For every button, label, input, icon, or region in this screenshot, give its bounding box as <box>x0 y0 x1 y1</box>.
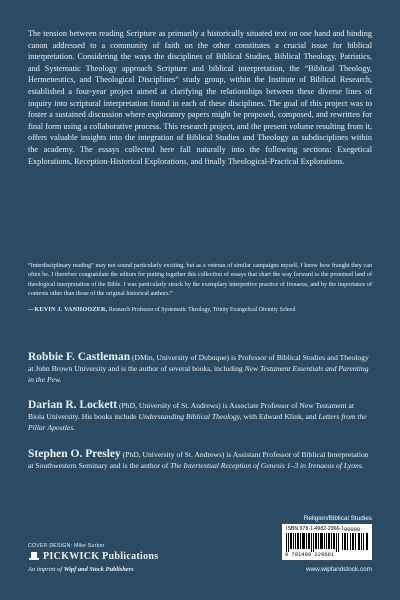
author-bio-text: is Associate Professor of New Testament at Biola University. His books include <box>28 401 354 421</box>
author-book-title: New Testament Essentials and Parenting in the Pew. <box>28 363 369 384</box>
barcode-addon-bars-icon <box>342 533 368 550</box>
endorser-title: Research Professor of Systematic Theology, Trinity Evangelical Divinity School <box>108 307 296 313</box>
author-bio <box>28 449 372 472</box>
isbn-barcode <box>282 524 372 560</box>
author-bio-text: is Assistant Professor of Biblical Interpretation at Southwestern Seminary and is the author of <box>28 450 369 470</box>
author-book-title: The Intertextual Reception of Genesis 1–3 in Irenaeus of Lyons. <box>170 460 364 470</box>
author-bio <box>28 352 372 385</box>
endorser-name: —KEVIN J. VANHOOZER, <box>28 306 108 313</box>
barcode-digits: 9 781498 229661 <box>285 552 335 558</box>
author-bio-text: with Edward Klink, and <box>243 411 317 421</box>
author-bio <box>28 400 372 433</box>
endorsement-attribution <box>28 306 372 313</box>
publisher-url: www.wipfandstock.com <box>305 566 372 573</box>
bisac-category: Religion/Biblical Studies <box>303 515 372 522</box>
publisher-name: PICKWICK Publications <box>43 551 159 562</box>
imprint-name: Wipf and Stock Publishers <box>63 566 134 573</box>
author-name: Robbie F. Castleman <box>28 351 131 363</box>
publisher-imprint <box>28 566 134 573</box>
book-description: The tension between reading Scripture as primarily a historically situated text on one hand and binding canon addressed to a community of faith on the other constitutes a crucial issue for biblical interpretation. Considering the ways the disciplines of Biblical Studies, Biblical Theology, Patristics, and Systematic Theology approach Scripture and biblical interpretation, the “Biblical Theology, Hermeneutics, and Theological Disciplines” study group, within the Institute of Biblical Research, established a four-year project aimed at clarifying the relationships between these diverse lines of inquiry into scriptural interpretation found in each of these disciplines. The goal of this project was to foster a sustained discussion where exploratory papers might be proposed, composed, and rewritten for final form using a collaborative process. This research project, and the present volume resulting from it, offers valuable insights into the integration of Biblical Studies and Theology as subdisciplines within the academy. The essays collected here fall naturally into the following sections: Exegetical Explorations, Reception-Historical Explorations, and finally Theological-Practical Explorations. <box>28 29 372 166</box>
author-name: Darian R. Lockett <box>28 399 118 411</box>
endorsement-quote: “Interdisciplinary reading” may not sound particularly exciting, but as a veteran of similar campaigns myself, I know how fraught they can often be. I therefore congratulate the editors for putting together this collection of essays that chart the way forward to the promised land of theological interpretation of the Bible. I was particularly struck by the exemplary interpretive practice of Irenaeus, and by the importance of contexts other than those of the original historical authors.” <box>28 263 372 298</box>
price-code: 90000 <box>344 527 361 533</box>
author-book-title: Letters from the Pillar Apostles. <box>28 411 367 432</box>
author-bio-text: is Professor of Biblical Studies and Theology at John Brown University and is the author of several books, including <box>28 353 369 373</box>
isbn-text: ISBN 978-1-4982-2966-1 <box>286 526 344 532</box>
author-degree: (DMin, University of Dubuque) <box>132 353 230 362</box>
imprint-prefix: An imprint of <box>28 566 63 573</box>
author-name: Stephen O. Presley <box>28 448 121 460</box>
publisher-logo <box>28 551 158 562</box>
cover-design-credit: COVER DESIGN: Mike Surber <box>28 543 105 549</box>
author-book-title: Understanding Biblical Theology, <box>138 411 242 421</box>
pickwick-hat-icon <box>28 552 40 561</box>
author-degree: (PhD, University of St. Andrews) <box>122 450 225 459</box>
barcode-bars-icon <box>286 533 340 552</box>
author-degree: (PhD, University of St. Andrews) <box>119 401 221 410</box>
